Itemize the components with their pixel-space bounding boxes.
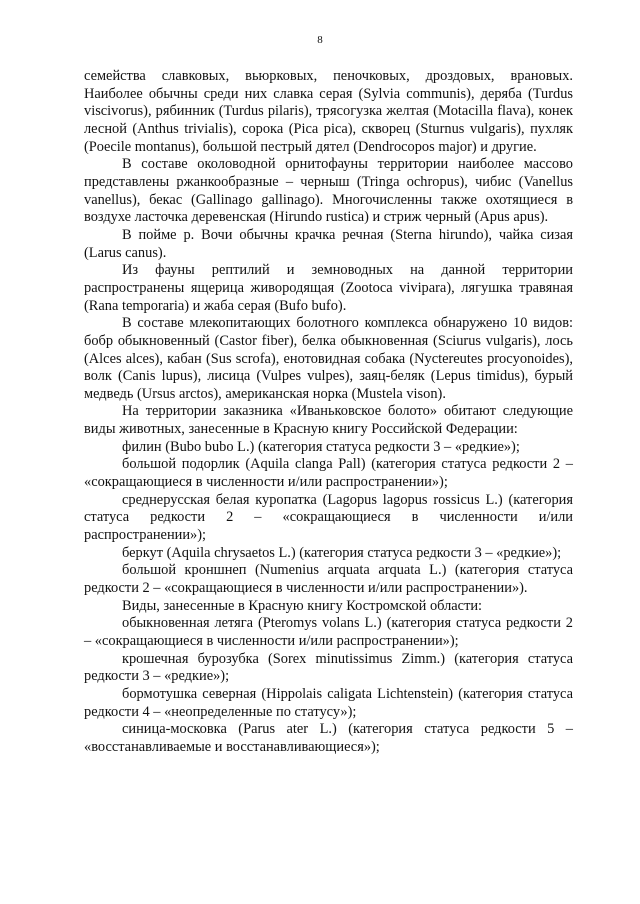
list-item-eurasian-curlew: большой кроншнеп (Numenius arquata arquata L.) (категория статуса редкости 2 – «сокращающиеся в численности и/или распространении»). (84, 562, 573, 597)
page-number: 8 (317, 34, 323, 46)
list-item-flying-squirrel: обыкновенная летяга (Pteromys volans L.) (категория статуса редкости 2 – «сокращающиеся в численности и/или распространении»); (84, 615, 573, 649)
list-item-least-shrew: крошечная бурозубка (Sorex minutissimus Zimm.) (категория статуса редкости 3 – «редкие»); (84, 650, 573, 685)
list-item-coal-tit: синица-московка (Parus ater L.) (категория статуса редкости 5 – «восстанавливаемые и восстанавливающиеся»); (84, 721, 573, 755)
list-item-willow-ptarmigan: среднерусская белая куропатка (Lagopus lagopus rossicus L.) (категория статуса редкости 2 – «сокращающиеся в численности и/или распространении»); (84, 491, 573, 544)
document-body (84, 68, 573, 757)
paragraph-red-book-kostroma-intro: Виды, занесенные в Красную книгу Костромской области: (122, 597, 483, 614)
list-item-eagle-owl: филин (Bubo bubo L.) (категория статуса редкости 3 – «редкие»); (122, 438, 520, 455)
list-item-booted-warbler: бормотушка северная (Hippolais caligata Lichtenstein) (категория статуса редкости 4 – «неопределенные по статусу»); (84, 685, 573, 720)
paragraph-vocha-floodplain: В пойме р. Вочи обычны крачка речная (Sterna hirundo), чайка сизая (Larus canus). (84, 226, 573, 261)
paragraph-reptiles-amphibians: Из фауны рептилий и земноводных на данной территории распространены ящерица живородящая (Zootoca vivipara), лягушка травяная (Rana temporaria) и жаба серая (Bufo bufo). (84, 262, 573, 314)
paragraph-mammals: В составе млекопитающих болотного комплекса обнаружено 10 видов: бобр обыкновенный (Castor fiber), белка обыкновенная (Sciurus vulgaris), лось (Alces alces), кабан (Sus scrofa), енотовидная собака (Nyctereutes procyonoides), волк (Canis lupus), лисица (Vulpes vulpes), заяц-беляк (Lepus timidus), бурый медведь (Ursus arctos), американская норка (Mustela vison). (84, 315, 573, 402)
paragraph-waterfowl: В составе околоводной орнитофауны территории наиболее массово представлены ржанкообразные – черныш (Tringa ochropus), чибис (Vanellus vanellus), бекас (Gallinago gallinago). Многочисленны также охотящиеся в воздухе ласточка деревенская (Hirundo rustica) и стриж черный (Apus apus). (84, 156, 573, 226)
paragraph-red-book-rf-intro: На территории заказника «Иваньковское болото» обитают следующие виды животных, занесенные в Красную книгу Российской Федерации: (84, 403, 573, 438)
paragraph-bird-families: семейства славковых, вьюрковых, пеночковых, дроздовых, врановых. Наиболее обычны среди них славка серая (Sylvia communis), деряба (Turdus viscivorus), рябинник (Turdus pilaris), трясогузка желтая (Motacilla flava), конек лесной (Anthus trivialis), сорока (Pica pica), скворец (Sturnus vulgaris), пухляк (Poecile montanus), большой пестрый дятел (Dendrocopos major) и другие. (84, 68, 573, 155)
list-item-golden-eagle: беркут (Aquila chrysaetos L.) (категория статуса редкости 3 – «редкие»); (122, 544, 562, 561)
list-item-greater-spotted-eagle: большой подорлик (Aquila clanga Pall) (категория статуса редкости 2 – «сокращающиеся в численности и/или распространении»); (84, 456, 573, 491)
